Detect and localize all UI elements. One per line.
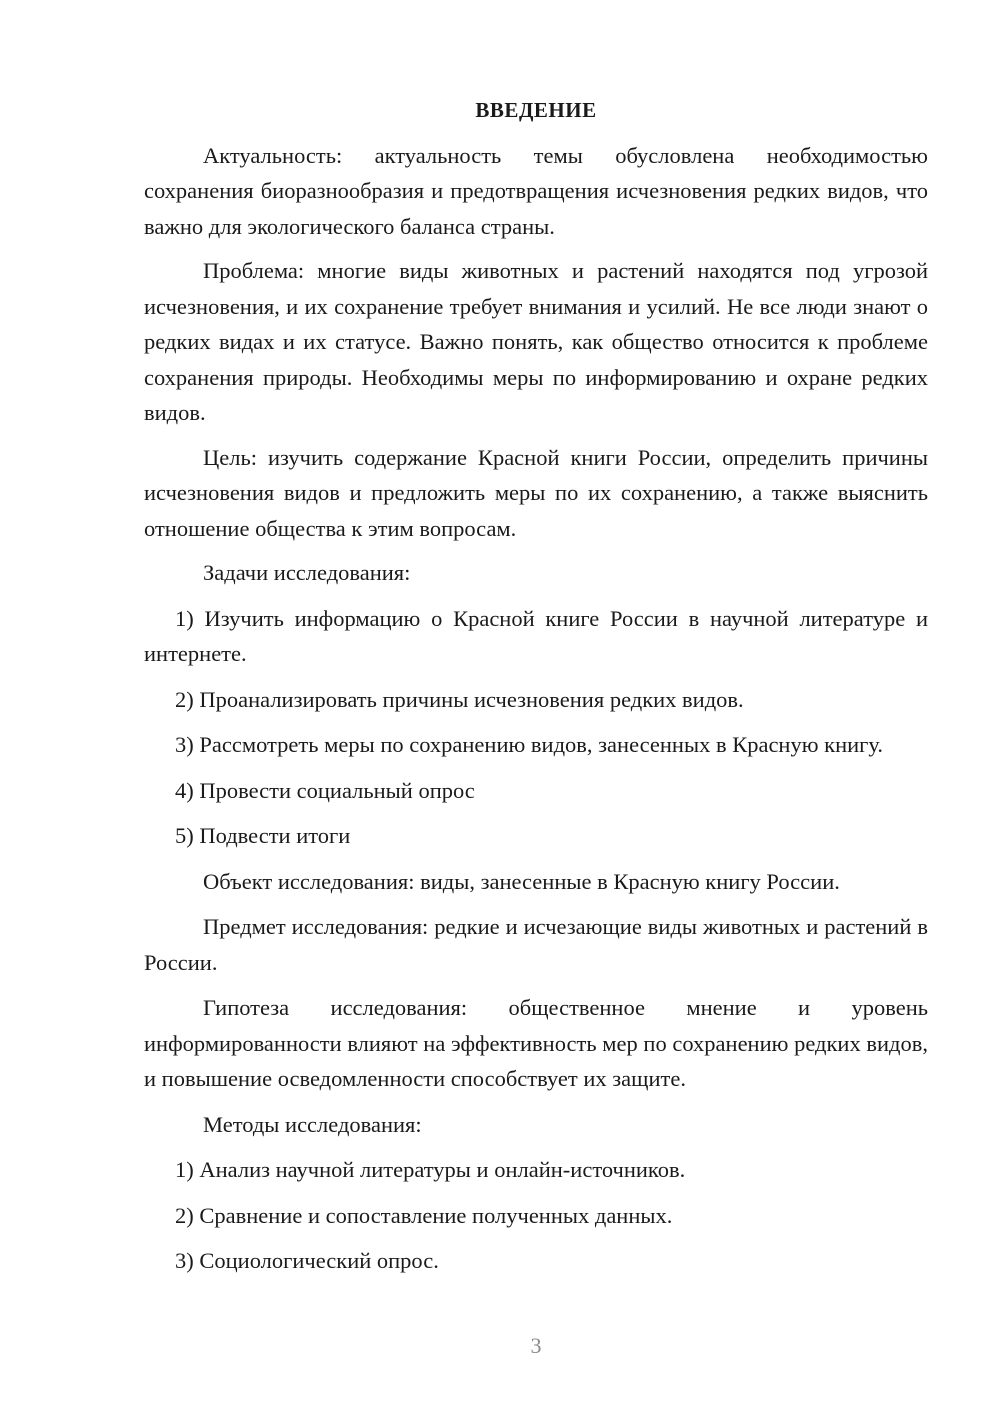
page-number: 3 <box>530 1333 542 1358</box>
task-item-5: 5) Подвести итоги <box>175 823 351 848</box>
object-paragraph: Объект исследования: виды, занесенные в Красную книгу России. <box>203 868 840 894</box>
section-heading: ВВЕДЕНИЕ <box>475 98 597 122</box>
problem-paragraph: Проблема: многие виды животных и растений находятся под угрозой исчезновения, и их сохранение требует внимания и усилий. Не все люди знают о редких видах и их статусе. Важно понять, как общество относится к проблеме сохранения природы. Необходимы меры по информированию и охране редких видов. <box>144 258 928 425</box>
hypothesis-paragraph: Гипотеза исследования: общественное мнение и уровень информированности влияют на эффективность мер по сохранению редких видов, и повышение осведомленности способствует их защите. <box>144 995 928 1091</box>
task-item-3: 3) Рассмотреть меры по сохранению видов, занесенных в Красную книгу. <box>175 732 884 757</box>
page-content <box>144 93 928 1279</box>
task-item-4: 4) Провести социальный опрос <box>175 777 475 803</box>
subject-paragraph: Предмет исследования: редкие и исчезающие виды животных и растений в России. <box>144 914 928 975</box>
goal-paragraph: Цель: изучить содержание Красной книги России, определить причины исчезновения видов и предложить меры по их сохранению, а также выяснить отношение общества к этим вопросам. <box>144 444 928 541</box>
method-item-2: 2) Сравнение и сопоставление полученных данных. <box>175 1202 673 1228</box>
method-item-1: 1) Анализ научной литературы и онлайн-источников. <box>175 1157 686 1182</box>
task-item-2: 2) Проанализировать причины исчезновения редких видов. <box>175 686 744 712</box>
task-item-1: 1) Изучить информацию о Красной книге России в научной литературе и интернете. <box>144 605 928 666</box>
method-item-3: 3) Социологический опрос. <box>175 1248 439 1273</box>
methods-title: Методы исследования: <box>203 1111 422 1137</box>
relevance-paragraph: Актуальность: актуальность темы обусловлена необходимостью сохранения биоразнообразия и предотвращения исчезновения редких видов, что важно для экологического баланса страны. <box>144 142 928 239</box>
tasks-title: Задачи исследования: <box>203 560 411 585</box>
